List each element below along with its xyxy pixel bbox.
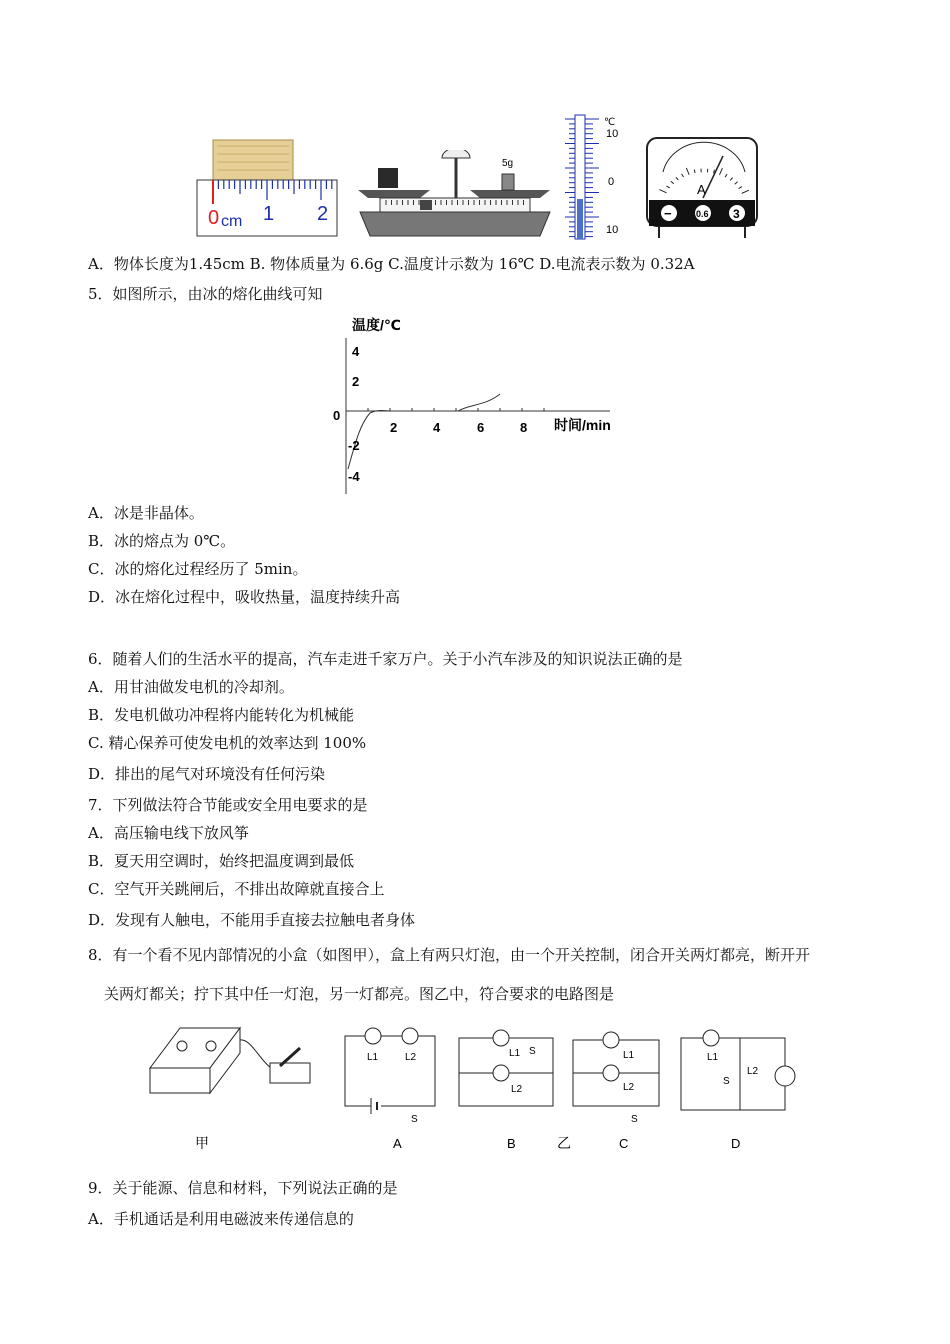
- balance-weight-label: 5g: [502, 158, 514, 169]
- graph-ytick: 4: [352, 344, 360, 359]
- label-c: C: [619, 1136, 629, 1151]
- ammeter-symbol: A: [697, 182, 706, 197]
- q6-option-a: A．用甘油做发电机的冷却剂。: [88, 678, 294, 696]
- q4-options: A．物体长度为1.45cm B. 物体质量为 6.6g C.温度计示数为 16℃ D.电流表示数为 0.32A: [88, 255, 695, 273]
- c-s: S: [631, 1114, 638, 1125]
- d-l1: L1: [707, 1052, 719, 1063]
- thermometer-figure: [562, 113, 632, 243]
- q7-stem: 7．下列做法符合节能或安全用电要求的是: [88, 796, 368, 814]
- q9-option-a: A．手机通话是利用电磁波来传递信息的: [88, 1210, 354, 1228]
- q5-option-c: C．冰的熔化过程经历了 5min。: [88, 560, 308, 578]
- q7-option-c: C．空气开关跳闸后，不排出故障就直接合上: [88, 880, 385, 898]
- graph-ylabel: 温度/℃: [352, 317, 401, 333]
- ammeter-terminal-minus: −: [664, 206, 672, 221]
- ruler-unit: cm: [221, 213, 243, 230]
- q7-option-a: A．高压输电线下放风筝: [88, 824, 249, 842]
- q5-option-d: D．冰在熔化过程中，吸收热量，温度持续升高: [88, 588, 401, 606]
- q9-stem: 9．关于能源、信息和材料，下列说法正确的是: [88, 1179, 398, 1197]
- ammeter-terminal-mid: 0.6: [696, 209, 709, 219]
- graph-ytick: -4: [348, 469, 360, 484]
- graph-xtick: 8: [520, 420, 528, 435]
- q6-option-d: D．排出的尾气对环境没有任何污染: [88, 765, 326, 783]
- label-d: D: [731, 1136, 741, 1151]
- q5-option-b: B．冰的熔点为 0℃。: [88, 532, 236, 550]
- a-l1: L1: [367, 1052, 379, 1063]
- graph-xtick: 6: [477, 420, 485, 435]
- thermometer-tick-bottom: 10: [606, 224, 619, 236]
- thermometer-tick-top: 10: [606, 128, 619, 140]
- d-s: S: [723, 1076, 730, 1087]
- q6-option-c: C. 精心保养可使发电机的效率达到 100%: [88, 734, 367, 752]
- balance-figure: [350, 150, 555, 242]
- q7-option-d: D．发现有人触电，不能用手直接去拉触电者身体: [88, 911, 416, 929]
- a-l2: L2: [405, 1052, 417, 1063]
- b-s: S: [529, 1046, 536, 1057]
- q8-stem-line2: 关两灯都关；拧下其中任一灯泡，另一灯都亮。图乙中，符合要求的电路图是: [104, 985, 615, 1003]
- q5-stem: 5．如图所示，由冰的熔化曲线可知: [88, 285, 323, 303]
- graph-xlabel: 时间/min: [554, 417, 611, 433]
- q7-option-b: B．夏天用空调时，始终把温度调到最低: [88, 852, 355, 870]
- q8-figures: [145, 1018, 815, 1158]
- graph-ytick: -2: [348, 438, 360, 453]
- graph-xtick: 4: [433, 420, 441, 435]
- ruler-label-2: 2: [317, 203, 329, 225]
- graph-ytick: 2: [352, 374, 360, 389]
- a-s: S: [411, 1114, 418, 1125]
- q6-option-b: B．发电机做功冲程将内能转化为机械能: [88, 706, 355, 724]
- ruler-label-0: 0: [208, 207, 220, 229]
- ammeter-figure: [645, 136, 760, 241]
- b-l1: L1: [509, 1048, 521, 1059]
- label-a: A: [393, 1136, 402, 1151]
- thermometer-unit: ℃: [604, 117, 616, 128]
- q5-option-a: A．冰是非晶体。: [88, 504, 204, 522]
- q8-stem-line1: 8．有一个看不见内部情况的小盒（如图甲），盒上有两只灯泡，由一个开关控制，闭合开关两灯都亮，断开开: [88, 946, 811, 964]
- c-l1: L1: [623, 1050, 635, 1061]
- ruler-label-1: 1: [263, 203, 275, 225]
- thermometer-tick-mid: 0: [608, 176, 615, 188]
- ammeter-terminal-right: 3: [733, 207, 740, 221]
- b-l2: L2: [511, 1084, 523, 1095]
- graph-origin: 0: [333, 408, 341, 423]
- ruler-figure: [195, 138, 340, 238]
- graph-xtick: 2: [390, 420, 398, 435]
- label-b: B: [507, 1136, 516, 1151]
- d-l2: L2: [747, 1066, 759, 1077]
- label-jia: 甲: [195, 1135, 209, 1151]
- label-yi: 乙: [557, 1135, 571, 1151]
- melting-graph: [330, 314, 640, 494]
- c-l2: L2: [623, 1082, 635, 1093]
- q6-stem: 6．随着人们的生活水平的提高，汽车走进千家万户。关于小汽车涉及的知识说法正确的是: [88, 650, 683, 668]
